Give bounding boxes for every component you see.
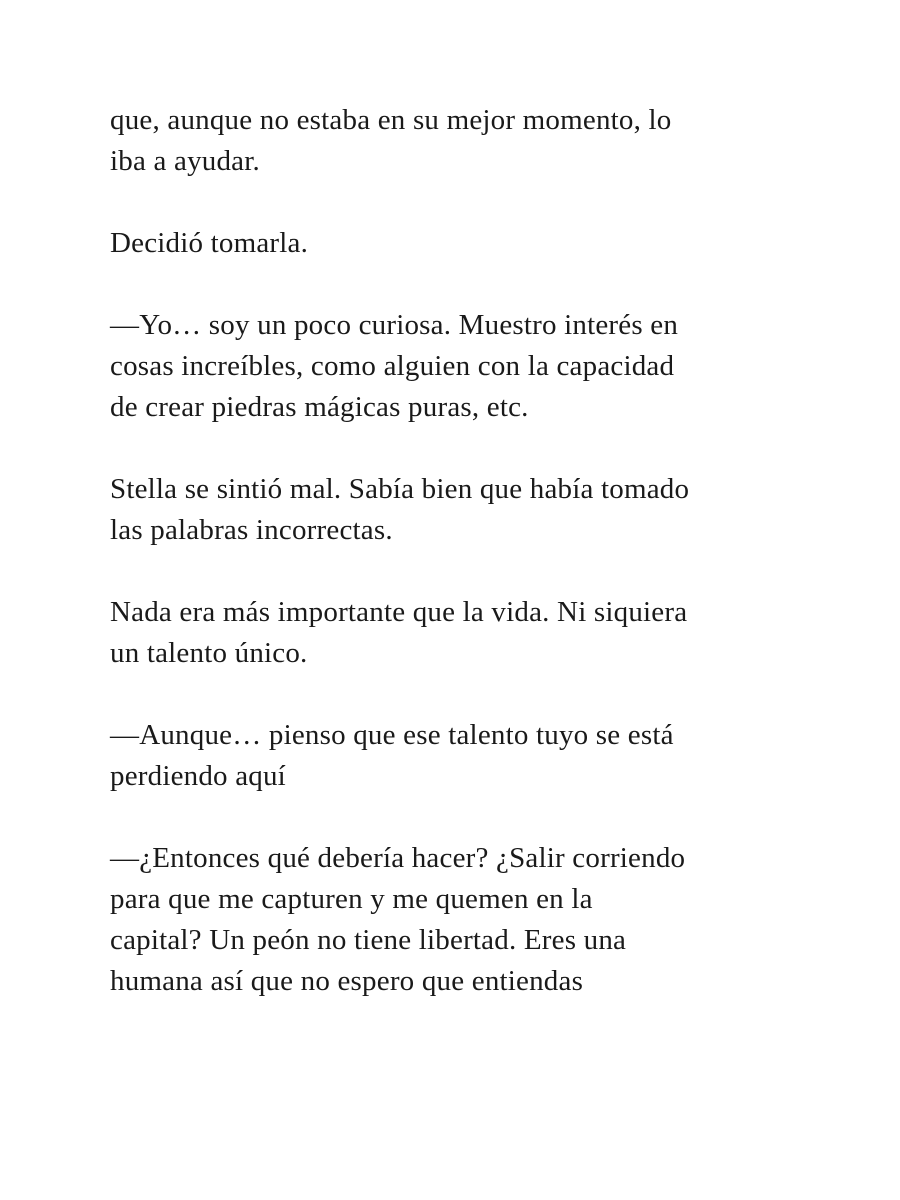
text-line: para que me capturen y me quemen en la bbox=[110, 883, 593, 915]
text-line: un talento único. bbox=[110, 637, 308, 669]
text-line: Decidió tomarla. bbox=[110, 227, 309, 259]
text-line: —Aunque… pienso que ese talento tuyo se está bbox=[110, 719, 674, 751]
dialogue-paragraph bbox=[110, 715, 810, 797]
text-line: que, aunque no estaba en su mejor momento, lo bbox=[110, 104, 672, 136]
story-text bbox=[110, 100, 810, 1043]
text-line: Stella se sintió mal. Sabía bien que había tomado bbox=[110, 473, 690, 505]
paragraph bbox=[110, 469, 810, 551]
dialogue-paragraph bbox=[110, 305, 810, 428]
paragraph bbox=[110, 592, 810, 674]
text-line: perdiendo aquí bbox=[110, 760, 286, 792]
text-line: cosas increíbles, como alguien con la capacidad bbox=[110, 350, 675, 382]
paragraph bbox=[110, 100, 810, 182]
text-line: Nada era más importante que la vida. Ni siquiera bbox=[110, 596, 688, 628]
text-line: las palabras incorrectas. bbox=[110, 514, 393, 546]
text-line: —Yo… soy un poco curiosa. Muestro interés en bbox=[110, 309, 679, 341]
text-line: —¿Entonces qué debería hacer? ¿Salir corriendo bbox=[110, 842, 686, 874]
dialogue-paragraph bbox=[110, 838, 810, 1002]
text-line: de crear piedras mágicas puras, etc. bbox=[110, 391, 529, 423]
paragraph bbox=[110, 223, 810, 264]
text-line: iba a ayudar. bbox=[110, 145, 260, 177]
text-line: humana así que no espero que entiendas bbox=[110, 965, 584, 997]
text-line: capital? Un peón no tiene libertad. Eres una bbox=[110, 924, 627, 956]
